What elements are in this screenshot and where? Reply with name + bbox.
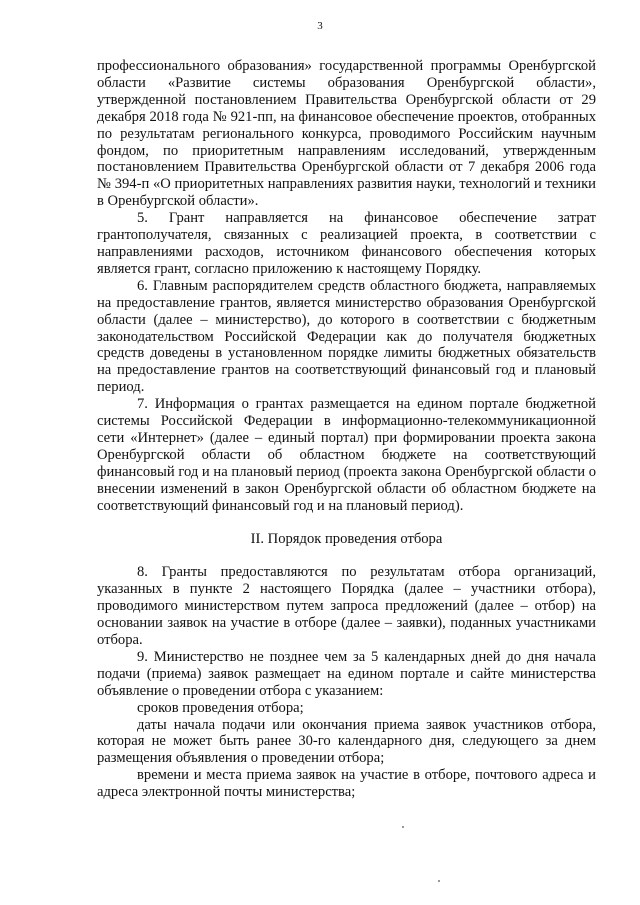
paragraph-item-5: 5. Грант направляется на финансовое обеспечение затрат грантополучателя, связанных с реализацией проекта, в соответствии с направлениями расходов, источником финансового обеспечения которых является грант, согласно приложению к настоящему Порядку. [97, 210, 596, 277]
paragraph-intro-continuation: профессионального образования» государственной программы Оренбургской области «Развитие системы образования Оренбургской области», утвержденной постановлением Правительства Оренбургской области от 29 декабря 2018 года № 921-пп, на финансовое обеспечение проектов, отобранных по результатам регионального конкурса, проводимого Российским научным фондом, по приоритетным направлениям исследований, утвержденным постановлением Правительства Оренбургской области от 7 декабря 2006 года № 394-п «О приоритетных направлениях развития науки, технологий и техники в Оренбургской области». [97, 58, 596, 210]
scan-speck [438, 880, 440, 882]
paragraph-item-9: 9. Министерство не позднее чем за 5 календарных дней до дня начала подачи (приема) заявок размещает на едином портале и сайте министерства объявление о проведении отбора с указанием: [97, 648, 596, 699]
paragraph-item-6: 6. Главным распорядителем средств областного бюджета, направляемых на предоставление грантов, является министерство образования Оренбургской области (далее – министерство), до которого в соответствии с бюджетным законодательством Российской Федерации как до получателя бюджетных средств доведены в установленном порядке лимиты бюджетных обязательств на предоставление грантов на соответствующий финансовый год и плановый период. [97, 277, 596, 396]
paragraph-item-9-c: времени и места приема заявок на участие в отборе, почтового адреса и адреса электронной почты министерства; [97, 767, 596, 801]
paragraph-item-8: 8. Гранты предоставляются по результатам отбора организаций, указанных в пункте 2 настоящего Порядка (далее – участники отбора), проводимого министерством путем запроса предложений (далее – отбор) на основании заявок на участие в отборе (далее – заявки), поданных участниками отбора. [97, 564, 596, 648]
scan-speck [402, 826, 404, 828]
paragraph-item-9-b: даты начала подачи или окончания приема заявок участников отбора, которая не может быть ранее 30-го календарного дня, следующего за днем размещения объявления о проведении отбора; [97, 716, 596, 767]
paragraph-item-9-a: сроков проведения отбора; [137, 699, 304, 716]
section-heading: II. Порядок проведения отбора [250, 531, 443, 548]
page-number: 3 [317, 20, 323, 32]
document-body [97, 58, 596, 801]
paragraph-item-7: 7. Информация о грантах размещается на едином портале бюджетной системы Российской Федерации в информационно-телекоммуникационной сети «Интернет» (далее – единый портал) при формировании проекта закона Оренбургской области об областном бюджете на соответствующий финансовый год и на плановый период (проекта закона Оренбургской области о внесении изменений в закон Оренбургской области об областном бюджете на соответствующий финансовый год и на плановый период). [97, 396, 596, 514]
